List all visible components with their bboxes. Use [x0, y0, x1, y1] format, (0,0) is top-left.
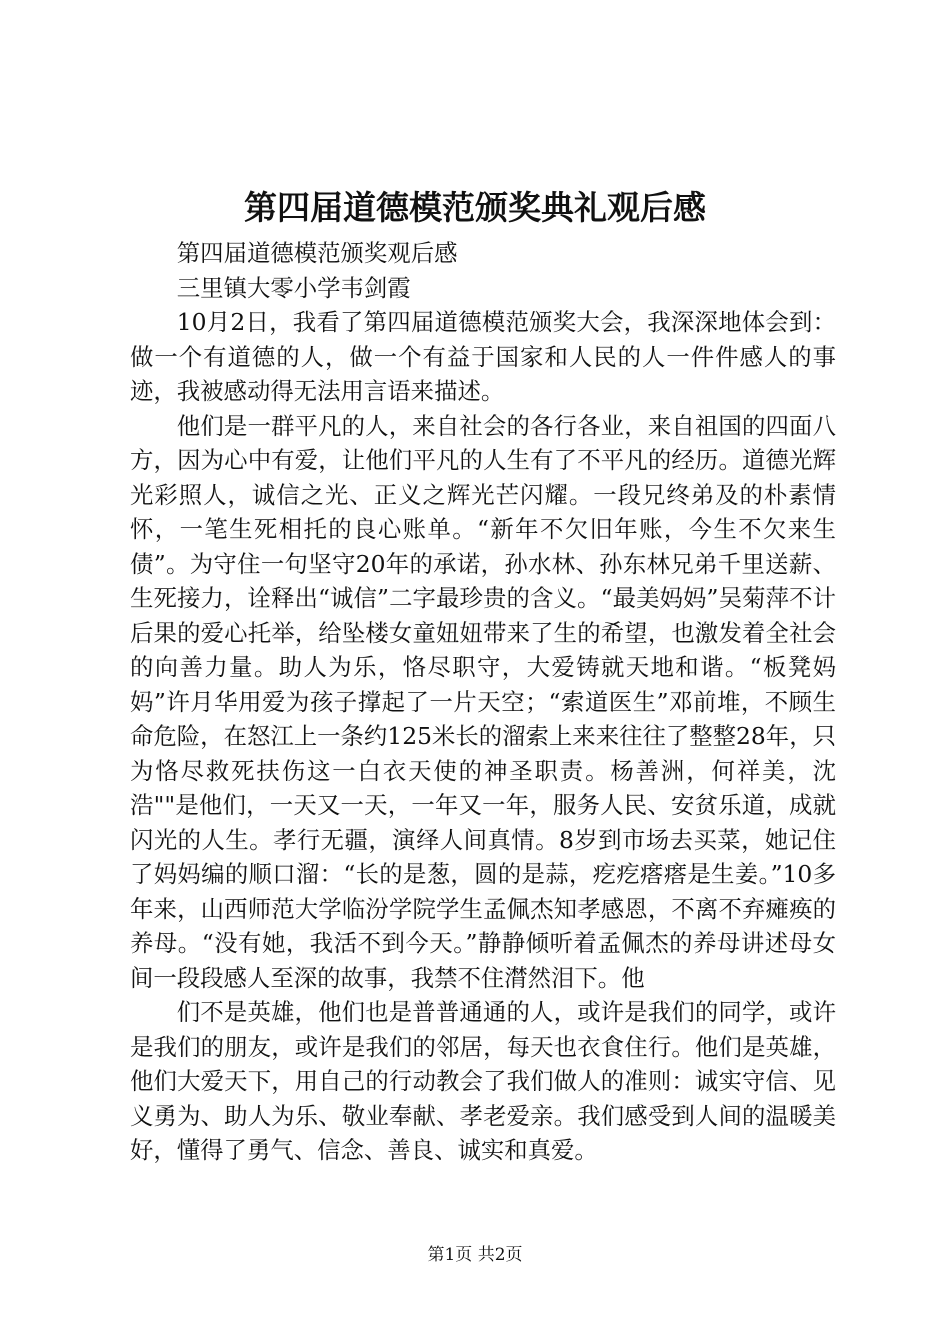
- document-author: 三里镇大零小学韦剑霞: [176, 273, 411, 302]
- document-body: [130, 236, 836, 1168]
- document-title: 第四届道德模范颁奖典礼观后感: [244, 188, 706, 227]
- page-number: 第1页 共2页: [427, 1245, 523, 1265]
- document-subtitle: 第四届道德模范颁奖观后感: [176, 239, 458, 267]
- paragraph: 10月2日，我看了第四届道德模范颁奖大会，我深深地体会到：做一个有道德的人，做一个有益于国家和人民的人一件件感人的事迹，我被感动得无法用言语来描述。: [130, 308, 836, 405]
- paragraph: 们不是英雄，他们也是普普通通的人，或许是我们的同学，或许是我们的朋友，或许是我们的邻居，每天也衣食住行。他们是英雄，他们大爱天下，用自己的行动教会了我们做人的准则：诚实守信、见义勇为、助人为乐、敬业奉献、孝老爱亲。我们感受到人间的温暖美好，懂得了勇气、信念、善良、诚实和真爱。: [130, 998, 836, 1164]
- paragraph: 他们是一群平凡的人，来自社会的各行各业，来自祖国的四面八方，因为心中有爱，让他们平凡的人生有了不平凡的经历。道德光辉光彩照人，诚信之光、正义之辉光芒闪耀。一段兄终弟及的朴素情怀，一笔生死相托的良心账单。“新年不欠旧年账，今生不欠来生债”。为守住一句坚守20年的承诺，孙水林、孙东林兄弟千里送薪、生死接力，诠释出“诚信”二字最珍贵的含义。“最美妈妈”吴菊萍不计后果的爱心托举，给坠楼女童妞妞带来了生的希望，也激发着全社会的向善力量。助人为乐，恪尽职守，大爱铸就天地和谐。“板凳妈妈”许月华用爱为孩子撑起了一片天空；“索道医生”邓前堆，不顾生命危险，在怒江上一条约125米长的溜索上来来往往了整整28年，只为恪尽救死扶伤这一白衣天使的神圣职责。杨善洲，何祥美，沈浩""是他们，一天又一天，一年又一年，服务人民、安贫乐道，成就闪光的人生。孝行无疆，演绎人间真情。8岁到市场去买菜，她记住了妈妈编的顺口溜：“长的是葱，圆的是蒜，疙疙瘩瘩是生姜。”10多年来，山西师范大学临汾学院学生孟佩杰知孝感恩，不离不弃瘫痪的养母。“没有她，我活不到今天。”静静倾听着孟佩杰的养母讲述母女间一段段感人至深的故事，我禁不住潸然泪下。他: [130, 411, 836, 992]
